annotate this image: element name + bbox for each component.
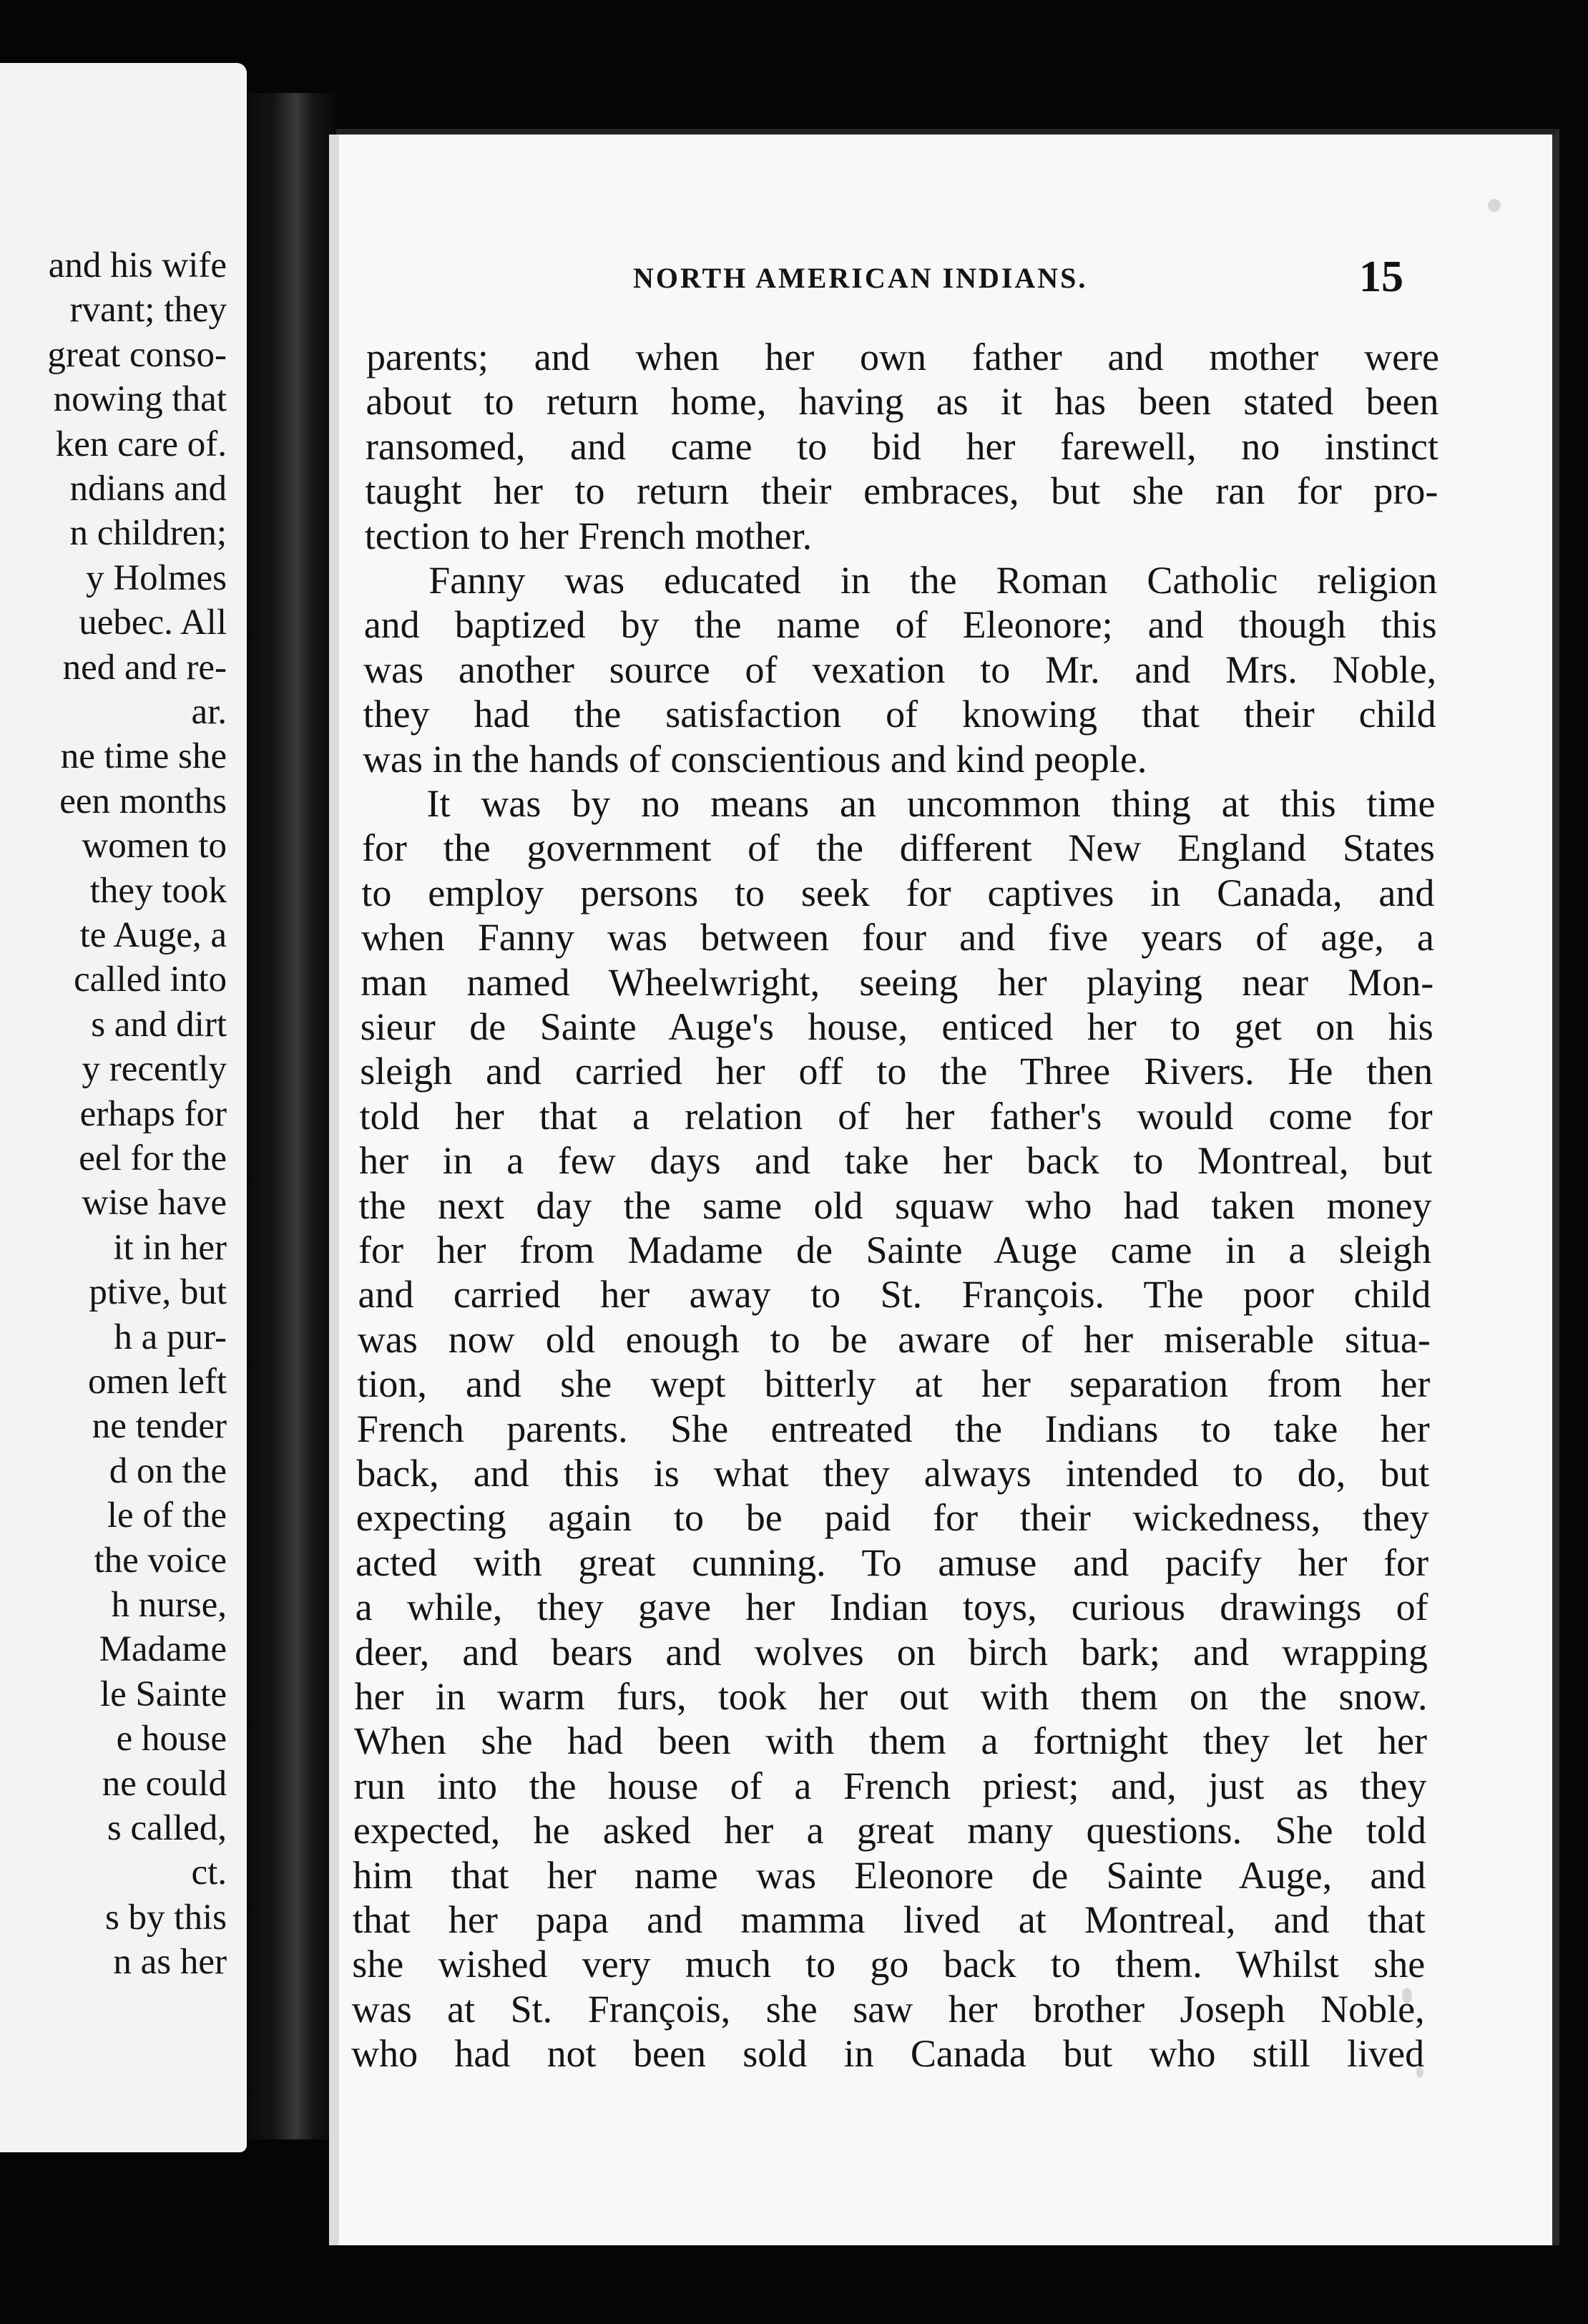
left-page-line: ct. [191,1852,227,1893]
left-page-line: een months [59,781,227,821]
left-page-text [0,63,247,2152]
page-body-text [336,135,1552,2245]
left-page-line: Madame [99,1629,227,1670]
left-page-line: y Holmes [86,557,227,598]
body-line: for the government of the different New England States [361,826,1435,870]
left-page-line: eel for the [79,1138,227,1178]
left-page-line: ne could [102,1763,227,1804]
body-line: her in a few days and take her back to Montreal, but [359,1139,1433,1183]
body-line: run into the house of a French priest; and, just as they [353,1764,1427,1807]
body-line: taught her to return their embraces, but she ran for pro- [365,469,1438,513]
running-head: NORTH AMERICAN INDIANS. [633,262,1088,294]
left-page-line: ne tender [92,1406,227,1447]
left-page-line: y recently [82,1049,227,1090]
body-line: they had the satisfaction of knowing that their child [363,693,1436,736]
body-line: Fanny was educated in the Roman Catholic religion [428,559,1438,602]
left-page-line: and his wife [48,245,227,285]
left-page-line: ndians and [69,469,227,509]
body-line: man named Wheelwright, seeing her playing near Mon- [361,960,1434,1004]
ink-smudge [1488,199,1501,212]
book-gutter [247,93,336,2139]
body-line: tion, and she wept bitterly at her separation from her [357,1362,1431,1406]
body-line: the next day the same old squaw who had taken money [358,1183,1432,1227]
ink-smudge [1402,1988,1412,2003]
body-line: expecting again to be paid for their wickedness, they [356,1496,1429,1540]
body-line: sieur de Sainte Auge's house, enticed her to get on his [360,1005,1433,1048]
left-page-line: s by this [104,1897,227,1938]
left-page-line: omen left [87,1362,227,1402]
body-line: and carried her away to St. François. The poor child [358,1273,1431,1317]
left-facing-page [0,63,247,2152]
body-line: told her that a relation of her father's would come for [359,1094,1433,1138]
left-page-line: rvant; they [69,290,227,331]
left-page-line: erhaps for [79,1093,227,1134]
left-page-line: women to [82,826,227,866]
left-page-line: d on the [109,1450,227,1491]
body-line: was in the hands of conscientious and kind people. [363,737,1147,781]
ink-smudge [1416,2066,1423,2078]
body-line: him that her name was Eleonore de Sainte Auge, and [353,1853,1426,1897]
body-line: expected, he asked her a great many questions. She told [353,1809,1426,1852]
left-page-line: ptive, but [89,1272,227,1313]
left-page-line: n children; [69,513,227,554]
body-line: a while, they gave her Indian toys, curious drawings of [355,1586,1428,1629]
page-number: 15 [1359,253,1403,301]
body-line: who had not been sold in Canada but who still lived [351,2032,1425,2076]
left-page-line: s called, [107,1808,227,1848]
left-page-line: great conso- [47,334,227,375]
left-page-line: they took [89,870,227,911]
right-page [336,129,1559,2245]
left-page-line: the voice [94,1540,227,1581]
left-page-line: h a pur- [114,1317,227,1357]
left-page-line: le of the [107,1495,227,1536]
left-page-line: s and dirt [91,1004,227,1045]
body-line: sleigh and carried her off to the Three Rivers. He then [360,1050,1433,1093]
left-page-line: ken care of. [55,424,227,464]
body-line: she wished very much to go back to them. Whilst she [352,1943,1426,1986]
left-page-line: ne time she [60,736,227,777]
body-line: was another source of vexation to Mr. and Mrs. Noble, [363,648,1437,691]
left-page-line: h nurse, [111,1585,227,1625]
left-page-line: called into [74,960,227,1000]
body-line: acted with great cunning. To amuse and pacify her for [356,1541,1429,1584]
body-line: when Fanny was between four and five years of age, a [361,916,1434,960]
left-page-line: n as her [113,1942,227,1983]
left-page-line: e house [116,1719,227,1759]
body-line: parents; and when her own father and mother were [366,336,1439,379]
body-line: back, and this is what they always intended to do, but [356,1452,1430,1495]
body-line: was now old enough to be aware of her miserable situa- [357,1317,1431,1361]
left-page-line: nowing that [53,379,227,420]
left-page-line: wise have [82,1183,227,1224]
body-line: that her papa and mamma lived at Montreal, and that [352,1898,1426,1941]
body-line: When she had been with them a fortnight they let her [353,1719,1427,1763]
body-line: to employ persons to seek for captives in Canada, and [361,871,1435,914]
left-page-line: ar. [191,692,227,732]
body-line: deer, and bears and wolves on birch bark; and wrapping [355,1630,1428,1674]
body-line: tection to her French mother. [364,514,813,557]
body-line: was at St. François, she saw her brother Joseph Noble, [351,1987,1425,2031]
body-line: It was by no means an uncommon thing at this time [426,782,1436,825]
body-line: ransomed, and came to bid her farewell, no instinct [365,424,1438,468]
body-line: for her from Madame de Sainte Auge came in a sleigh [358,1229,1431,1271]
left-page-line: le Sainte [99,1674,227,1714]
left-page-line: te Auge, a [79,915,227,955]
body-line: and baptized by the name of Eleonore; and though this [363,603,1437,647]
left-page-line: uebec. All [79,602,227,643]
body-line: French parents. She entreated the Indians to take her [356,1407,1430,1450]
body-line: about to return home, having as it has been stated been [366,380,1439,424]
left-page-line: ned and re- [62,647,227,688]
body-line: her in warm furs, took her out with them on the snow. [354,1675,1428,1718]
left-page-line: it in her [113,1227,227,1268]
